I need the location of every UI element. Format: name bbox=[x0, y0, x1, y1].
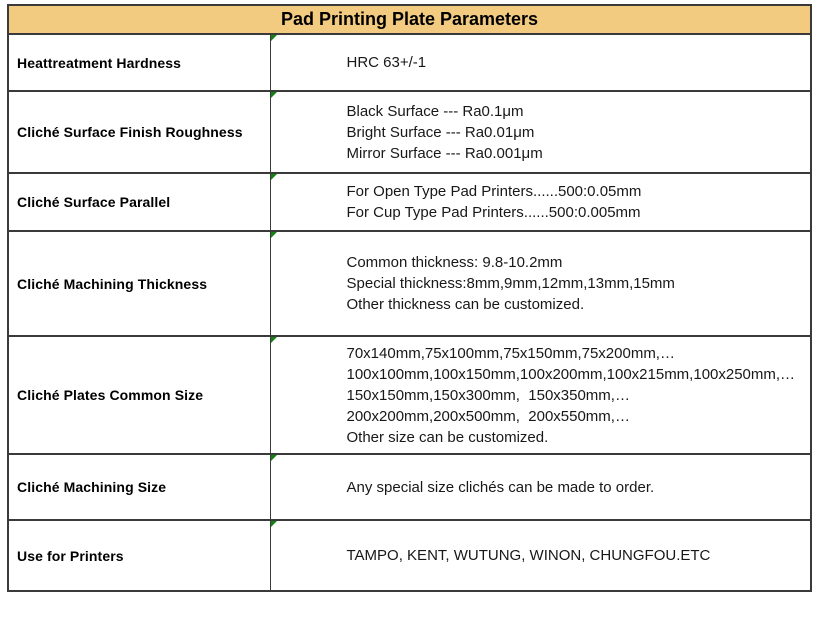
value-line: 150x150mm,150x300mm, 150x350mm,… bbox=[346, 386, 630, 404]
row-value-lines bbox=[347, 477, 805, 498]
table-row bbox=[8, 173, 811, 231]
value-line: 70x140mm,75x100mm,75x150mm,75x200mm,… bbox=[346, 344, 675, 362]
cell-flag-triangle-icon bbox=[271, 455, 277, 461]
cell-flag-triangle-icon bbox=[271, 232, 277, 238]
row-label: Cliché Plates Common Size bbox=[8, 336, 270, 454]
row-value bbox=[270, 520, 811, 591]
value-line: Mirror Surface --- Ra0.001μm bbox=[346, 144, 543, 162]
row-value-lines bbox=[347, 181, 805, 223]
value-line: Other size can be customized. bbox=[346, 428, 549, 446]
row-label: Cliché Machining Size bbox=[8, 454, 270, 520]
row-value bbox=[270, 91, 811, 173]
cell-flag-triangle-icon bbox=[271, 35, 277, 41]
value-line: For Open Type Pad Printers......500:0.05mm bbox=[346, 183, 642, 200]
row-value bbox=[270, 34, 811, 91]
cell-flag-triangle-icon bbox=[271, 337, 277, 343]
table-row bbox=[8, 91, 811, 173]
table-row bbox=[8, 34, 811, 91]
table-row bbox=[8, 336, 811, 454]
cell-flag-triangle-icon bbox=[271, 92, 277, 98]
row-label: Cliché Machining Thickness bbox=[8, 231, 270, 336]
table-row bbox=[8, 520, 811, 591]
value-line: Special thickness:8mm,9mm,12mm,13mm,15mm bbox=[346, 275, 675, 292]
row-value-lines bbox=[347, 52, 805, 73]
value-line: 100x100mm,100x150mm,100x200mm,100x215mm,100x250mm,… bbox=[346, 365, 796, 383]
table-row bbox=[8, 454, 811, 520]
value-line: For Cup Type Pad Printers......500:0.005mm bbox=[346, 204, 641, 221]
row-value-lines bbox=[347, 252, 805, 315]
title-row bbox=[8, 5, 811, 34]
row-label: Cliché Surface Parallel bbox=[8, 173, 270, 231]
value-line: Black Surface --- Ra0.1μm bbox=[346, 102, 524, 120]
row-value bbox=[270, 336, 811, 454]
pad-printing-parameters-sheet bbox=[7, 4, 812, 592]
row-value bbox=[270, 173, 811, 231]
parameters-table bbox=[7, 4, 812, 592]
table-body bbox=[8, 34, 811, 591]
cell-flag-triangle-icon bbox=[271, 521, 277, 527]
row-label: Use for Printers bbox=[8, 520, 270, 591]
table-row bbox=[8, 231, 811, 336]
row-value-lines bbox=[347, 343, 805, 448]
value-line: TAMPO, KENT, WUTUNG, WINON, CHUNGFOU.ETC bbox=[346, 547, 711, 564]
row-label: Cliché Surface Finish Roughness bbox=[8, 91, 270, 173]
cell-flag-triangle-icon bbox=[271, 174, 277, 180]
value-line: Common thickness: 9.8-10.2mm bbox=[346, 254, 563, 271]
row-label: Heattreatment Hardness bbox=[8, 34, 270, 91]
row-value-lines bbox=[347, 101, 805, 164]
value-line: Any special size clichés can be made to order. bbox=[346, 478, 655, 496]
value-line: Other thickness can be customized. bbox=[346, 296, 585, 313]
value-line: 200x200mm,200x500mm, 200x550mm,… bbox=[346, 407, 630, 425]
value-line: HRC 63+/-1 bbox=[346, 54, 427, 71]
value-line: Bright Surface --- Ra0.01μm bbox=[346, 123, 535, 141]
table-title: Pad Printing Plate Parameters bbox=[8, 5, 811, 34]
row-value bbox=[270, 231, 811, 336]
row-value bbox=[270, 454, 811, 520]
row-value-lines bbox=[347, 545, 805, 566]
